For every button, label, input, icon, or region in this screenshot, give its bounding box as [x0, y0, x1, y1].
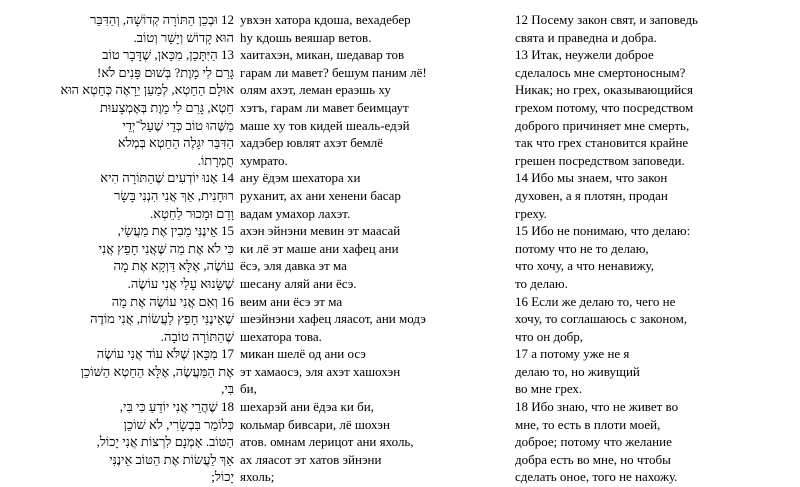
transliteration-line: шесану аляй ани ёсэ.: [240, 275, 357, 291]
russian-line: что хочу, а что ненавижу,: [515, 258, 655, 274]
hebrew-line: שֶׁשָּׂנוּא עָלַי אֲנִי עוֹשֶׂה.: [127, 275, 234, 291]
hebrew-line: יָכוֹל;: [211, 469, 234, 485]
hebrew-line: 17 מִכָּאן שֶׁלֹּא עוֹד אֲנִי עוֹשֶׂה: [96, 346, 234, 362]
russian-line: 12 Посему закон свят, и заповедь: [515, 12, 698, 27]
transliteration-line: яхоль;: [240, 469, 275, 485]
hebrew-text-column: [26, 11, 234, 486]
hebrew-line: כְּלוֹמַר בִּבְשָׂרִי, לֹא שׁוֹכֵן: [123, 416, 234, 432]
transliteration-line: шехарэй ани ёдэа ки би,: [240, 399, 374, 415]
hebrew-line: 16 וְאִם אֲנִי עוֹשֶׂה אֶת מָה: [111, 293, 234, 309]
russian-line: что он добр,: [515, 328, 583, 344]
russian-line: во мне грех.: [515, 381, 583, 397]
transliteration-line: шеэйнэни хафец ляасот, ани модэ: [240, 311, 426, 327]
russian-line: Никак; но грех, оказывающийся: [515, 82, 693, 98]
russian-line: 14 Ибо мы знаем, что закон: [515, 170, 668, 186]
hebrew-line: הַדִּבֵּר יִגָּלֶה הַחֵטְא בְּמְלֹא: [117, 135, 234, 151]
hebrew-line: עוֹשֶׂה, אֶלָּא דַּוְקָא אֶת מָה: [113, 258, 234, 274]
hebrew-line: שֶׁהַתּוֹרָה טוֹבָה.: [160, 328, 234, 344]
hebrew-line: הוּא קָדוֹשׁ וְיָשָׁר וְטוֹב.: [133, 29, 234, 45]
hebrew-line: אוּלָם הַחֵטְא, לְמַעַן יֵרָאֶה כְּחֵטְא הוּא: [60, 82, 234, 98]
russian-translation-column: [515, 11, 790, 486]
russian-line: 13 Итак, неужели доброе: [515, 47, 654, 63]
hebrew-line: רוּחָנִית, אַךְ אֲנִי הִנְנִי בָּשָׂר: [113, 187, 234, 203]
russian-line: потому что не то делаю,: [515, 240, 649, 256]
transliteration-text-column: [240, 11, 470, 486]
hebrew-line: שֶׁאֵינֶנִּי חָפֵץ לַעֲשׂוֹת, אֲנִי מוֹדֶה: [90, 311, 234, 327]
russian-line: 16 Если же делаю то, чего не: [515, 293, 676, 309]
transliteration-line: веим ани ёсэ эт ма: [240, 293, 343, 309]
transliteration-line: микан шелё од ани осэ: [240, 346, 366, 362]
russian-line: делаю то, но живущий: [515, 363, 640, 379]
russian-line: сделалось мне смертоносным?: [515, 64, 686, 80]
transliteration-line: хадэбер ювлят ахэт бемлё: [240, 135, 383, 151]
hebrew-line: הַטּוֹב. אָמְנָם לִרְצוֹת אֲנִי יָכוֹל,: [96, 434, 234, 450]
russian-line: мне, то есть в плоти моей,: [515, 416, 661, 432]
transliteration-line: руханит, ах ани хенени басар: [240, 187, 401, 203]
hebrew-line: אַךְ לַעֲשׂוֹת אֶת הַטּוֹב אֵינֶנִּי: [109, 451, 234, 467]
transliteration-line: эт хамаосэ, эля ахэт хашохэн: [240, 363, 401, 379]
transliteration-line: шехатора това.: [240, 328, 322, 344]
transliteration-line: hу кдошь веяшар ветов.: [240, 29, 372, 45]
hebrew-line: 18 שֶׁהֲרֵי אֲנִי יוֹדֵעַ כִּי בִּי,: [119, 399, 234, 415]
transliteration-line: вадам умахор лахэт.: [240, 205, 351, 221]
hebrew-line: אֶת הַמַּעֲשֶׂה, אֶלָּא הַחֵטְא הַשּׁוֹכֵן: [80, 363, 234, 379]
transliteration-line: гарам ли мавет? бешум паним лё!: [240, 64, 427, 80]
transliteration-line: увхэн хатора кдоша, вехадебер: [240, 12, 411, 27]
russian-line: грешен посредством заповеди.: [515, 152, 685, 168]
transliteration-line: ки лё эт маше ани хафец ани: [240, 240, 399, 256]
russian-line: греху.: [515, 205, 547, 221]
transliteration-line: кольмар бивсари, лё шохэн: [240, 416, 390, 432]
transliteration-line: би,: [240, 381, 257, 397]
hebrew-line: חֻמְרָתוֹ.: [197, 152, 234, 168]
hebrew-line: חֵטְא, גָּרַם לִי מָוֶת בְּאֶמְצָעוּת: [99, 99, 234, 115]
russian-line: 18 Ибо знаю, что не живет во: [515, 399, 679, 415]
russian-line: доброе; потому что желание: [515, 434, 672, 450]
russian-line: грехом потому, что посредством: [515, 99, 694, 115]
russian-line: 17 а потому уже не я: [515, 346, 630, 362]
hebrew-line: 14 אָנוּ יוֹדְעִים שֶׁהַתּוֹרָה הִיא: [100, 170, 234, 186]
transliteration-line: маше ху тов кидей шеаль-едэй: [240, 117, 410, 133]
russian-line: сделать оное, того не нахожу.: [515, 469, 678, 485]
hebrew-line: בִּי,: [221, 381, 234, 397]
russian-line: духовен, а я плотян, продан: [515, 187, 668, 203]
transliteration-line: ахэн эйнэни мевин эт маасай: [240, 223, 401, 239]
hebrew-line: 15 אֵינֶנִּי מֵבִין אֶת מַעֲשַׂי,: [117, 223, 234, 239]
russian-line: так что грех становится крайне: [515, 135, 689, 151]
transliteration-line: олям ахэт, леман ераэшь ху: [240, 82, 391, 98]
transliteration-line: ах ляасот эт хатов эйнэни: [240, 451, 382, 467]
hebrew-line: 12 וּבְכֵן הַתּוֹרָה קְדוֹשָׁה, וְהַדִּבֵּר: [89, 12, 234, 27]
transliteration-line: хэтъ, гарам ли мавет беимцаут: [240, 99, 409, 115]
russian-line: доброго причиняет мне смерть,: [515, 117, 690, 133]
transliteration-line: атов. омнам лерицот ани яхоль,: [240, 434, 414, 450]
transliteration-line: хаитахэн, микан, шедавар тов: [240, 47, 405, 63]
transliteration-line: хумрато.: [240, 152, 288, 168]
hebrew-line: וָדָם וּמָכוּר לַחֵטְא.: [150, 205, 234, 221]
transliteration-line: ану ёдэм шехатора хи: [240, 170, 361, 186]
hebrew-line: מַשֶּׁהוּ טוֹב כְּדֵי שֶׁעַל־יְדֵי: [122, 117, 234, 133]
russian-line: добра есть во мне, но чтобы: [515, 451, 671, 467]
russian-line: свята и праведна и добра.: [515, 29, 657, 45]
transliteration-line: ёсэ, эля давка эт ма: [240, 258, 347, 274]
russian-line: хочу, то соглашаюсь с законом,: [515, 311, 688, 327]
hebrew-line: גָּרַם לִי מָוֶת? בְּשׁוּם פָּנִים לֹא!: [97, 64, 234, 80]
russian-line: 15 Ибо не понимаю, что делаю:: [515, 223, 691, 239]
russian-line: то делаю.: [515, 275, 568, 291]
hebrew-line: 13 הַיִּתָּכֵן, מִכָּאן, שֶׁדָּבָר טוֹב: [102, 47, 234, 63]
hebrew-line: כִּי לֹא אֶת מַה שֶּׁאֲנִי חָפֵץ אֲנִי: [98, 240, 234, 256]
